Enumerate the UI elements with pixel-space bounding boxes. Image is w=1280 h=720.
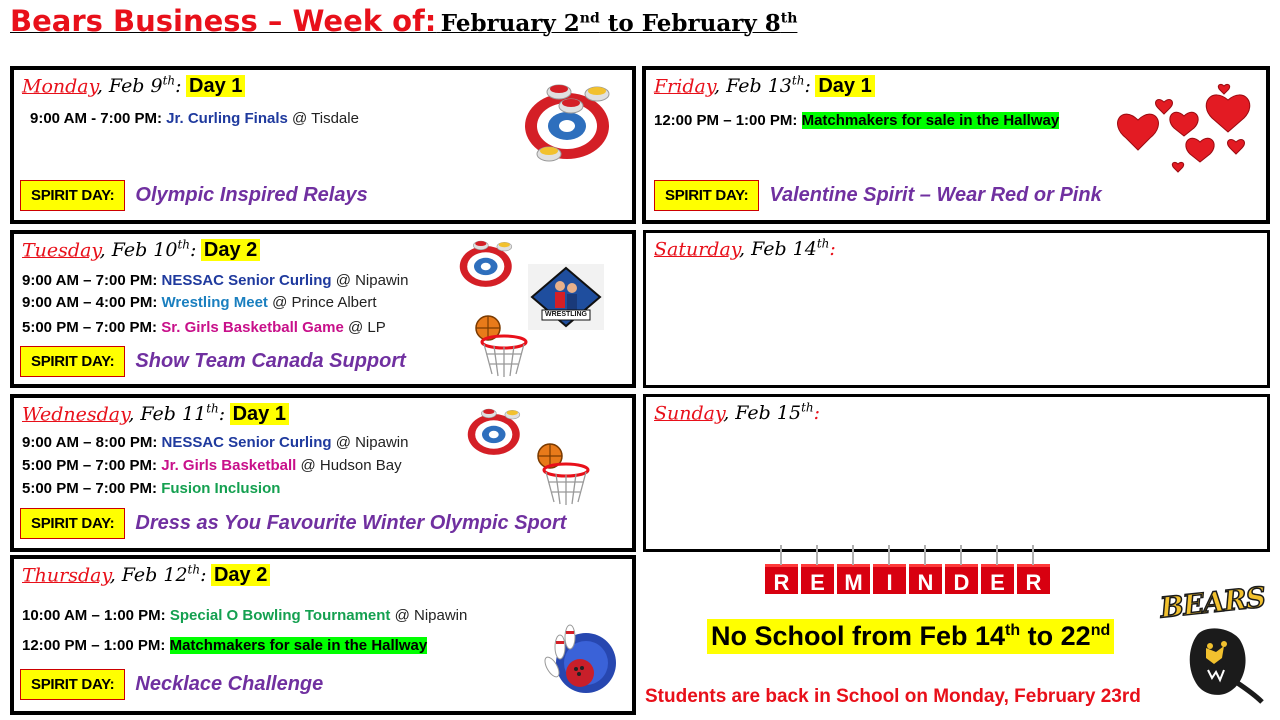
spirit-day-row <box>20 508 566 539</box>
event-title: Jr. Curling Finals <box>166 110 288 127</box>
day-name: Monday <box>22 75 97 98</box>
title-sup-b: th <box>780 10 798 27</box>
event-row <box>22 637 427 654</box>
day-colon: : <box>813 402 821 425</box>
spirit-day-text: Valentine Spirit – Wear Red or Pink <box>769 184 1102 206</box>
day-panel-wednesday <box>10 394 636 552</box>
event-location: @ Nipawin <box>394 607 468 624</box>
basketball-hoop-icon <box>532 440 594 508</box>
hearts-icon <box>1112 80 1252 178</box>
day-date-text: , Feb 15 <box>723 402 802 425</box>
event-time: 9:00 AM – 4:00 PM: <box>22 294 158 311</box>
day-header <box>654 237 836 260</box>
bears-logo <box>1158 580 1270 704</box>
event-time: 10:00 AM – 1:00 PM: <box>22 607 166 624</box>
no-school-end: to 22 <box>1020 621 1091 651</box>
event-row <box>22 480 280 497</box>
event-title: Special O Bowling Tournament <box>169 607 391 624</box>
day-date-text: , Feb 11 <box>128 403 207 426</box>
event-row <box>654 112 1059 129</box>
event-time: 5:00 PM – 7:00 PM: <box>22 457 158 474</box>
day-number-badge: Day 1 <box>186 75 245 97</box>
reminder-letter: R <box>1017 564 1050 594</box>
bowling-icon <box>542 623 622 699</box>
spirit-day-badge: SPIRIT DAY: <box>20 180 125 211</box>
spirit-day-badge: SPIRIT DAY: <box>20 508 125 539</box>
day-date-sup: th <box>162 74 176 88</box>
day-header <box>22 238 260 262</box>
event-row <box>22 294 377 311</box>
spirit-day-badge: SPIRIT DAY: <box>20 346 125 377</box>
event-location: @ Nipawin <box>335 434 409 451</box>
day-date <box>128 403 225 425</box>
day-date-sup: th <box>206 402 219 416</box>
day-header <box>654 401 820 424</box>
event-title: Wrestling Meet <box>161 294 268 311</box>
spirit-day-row <box>20 346 406 377</box>
event-title: Fusion Inclusion <box>161 480 281 497</box>
event-title: Matchmakers for sale in the Hallway <box>169 637 428 654</box>
no-school-start: No School from Feb 14 <box>711 621 1006 651</box>
day-date-sup: th <box>177 238 191 252</box>
day-panel-tuesday <box>10 230 636 388</box>
day-colon: : <box>200 564 207 587</box>
page-title <box>10 4 797 38</box>
bears-logo-text: BEARS <box>1158 580 1267 625</box>
reminder-letter: D <box>945 564 978 594</box>
title-range-start: February 2 <box>440 10 580 37</box>
day-date-text: , Feb 14 <box>739 238 817 261</box>
day-number-badge: Day 2 <box>211 564 270 586</box>
event-location: @ Nipawin <box>335 272 409 289</box>
spirit-day-badge: SPIRIT DAY: <box>20 669 125 700</box>
event-location: @ Prince Albert <box>272 294 377 311</box>
event-location: @ Hudson Bay <box>300 457 402 474</box>
reminder-letter: E <box>981 564 1014 594</box>
reminder-letter: I <box>873 564 906 594</box>
day-date-text: , Feb 10 <box>99 239 178 262</box>
day-header <box>22 563 270 587</box>
day-panel-monday <box>10 66 636 224</box>
spirit-day-text: Show Team Canada Support <box>135 350 406 372</box>
spirit-day-text: Necklace Challenge <box>135 673 324 695</box>
title-range <box>441 10 798 37</box>
title-sup-a: nd <box>579 10 600 27</box>
day-panel-sunday <box>643 394 1270 552</box>
event-time: 12:00 PM – 1:00 PM: <box>654 112 798 129</box>
no-school-sup-a: th <box>1005 622 1021 639</box>
day-date-sup: th <box>791 74 805 88</box>
spirit-day-row <box>20 180 368 211</box>
day-date <box>97 75 182 97</box>
day-panel-friday <box>642 66 1270 224</box>
day-name: Friday <box>654 75 715 98</box>
day-header <box>22 402 289 426</box>
event-title: Sr. Girls Basketball Game <box>161 319 344 336</box>
day-name: Thursday <box>22 564 110 587</box>
event-time: 5:00 PM – 7:00 PM: <box>22 480 158 497</box>
day-colon: : <box>190 239 197 262</box>
day-date-text: , Feb 12 <box>109 564 188 587</box>
day-date-text: , Feb 13 <box>714 75 792 98</box>
day-number-badge: Day 1 <box>230 403 289 425</box>
basketball-hoop-icon <box>470 312 532 380</box>
day-date-sup: th <box>801 401 814 415</box>
day-colon: : <box>175 75 182 98</box>
day-colon: : <box>829 238 836 261</box>
no-school-sup-b: nd <box>1090 622 1111 639</box>
title-prefix: Bears Business – Week of: <box>10 4 437 38</box>
reminder-letter: N <box>909 564 942 594</box>
no-school-notice <box>707 619 1114 654</box>
wrestling-icon <box>528 264 604 330</box>
spirit-day-text: Dress as You Favourite Winter Olympic Sport <box>135 512 567 534</box>
spirit-day-row <box>20 669 323 700</box>
reminder-sign <box>765 564 1053 594</box>
reminder-letter: M <box>837 564 870 594</box>
curling-icon <box>464 406 526 458</box>
spirit-day-row <box>654 180 1102 211</box>
day-date-text: , Feb 9 <box>96 75 163 98</box>
event-title: NESSAC Senior Curling <box>161 434 332 451</box>
day-name: Sunday <box>654 402 724 425</box>
event-time: 12:00 PM – 1:00 PM: <box>22 637 166 654</box>
curling-icon <box>456 238 518 290</box>
spirit-day-badge: SPIRIT DAY: <box>654 180 759 211</box>
event-time: 9:00 AM – 8:00 PM: <box>22 434 158 451</box>
event-row <box>22 319 386 336</box>
day-header <box>22 74 245 98</box>
reminder-letter: R <box>765 564 798 594</box>
curling-icon <box>519 80 619 164</box>
reminder-letter: E <box>801 564 834 594</box>
day-colon: : <box>218 403 226 426</box>
day-date-sup: th <box>187 563 201 577</box>
event-title: Jr. Girls Basketball <box>161 457 297 474</box>
day-date-sup: th <box>816 237 830 251</box>
day-date <box>110 564 207 586</box>
day-number-badge: Day 1 <box>815 75 874 97</box>
event-row <box>22 607 467 624</box>
day-date <box>714 75 811 97</box>
event-title: Matchmakers for sale in the Hallway <box>801 112 1060 129</box>
day-name: Tuesday <box>22 239 100 262</box>
event-time: 9:00 AM – 7:00 PM: <box>22 272 158 289</box>
day-panel-thursday <box>10 555 636 715</box>
day-name: Wednesday <box>22 403 129 426</box>
event-time: 9:00 AM - 7:00 PM: <box>30 110 162 127</box>
day-date <box>739 238 836 260</box>
day-colon: : <box>804 75 811 98</box>
event-time: 5:00 PM – 7:00 PM: <box>22 319 158 336</box>
event-row <box>22 457 402 474</box>
event-title: NESSAC Senior Curling <box>161 272 332 289</box>
event-row <box>22 272 408 289</box>
wrestling-label: WRESTLING <box>545 311 587 318</box>
title-range-end: to February 8 <box>599 10 781 37</box>
event-row <box>22 434 408 451</box>
event-location: @ LP <box>348 319 386 336</box>
day-name: Saturday <box>654 238 739 261</box>
day-date <box>723 402 820 424</box>
day-number-badge: Day 2 <box>201 239 260 261</box>
back-to-school-text: Students are back in School on Monday, February 23rd <box>645 686 1141 707</box>
day-header <box>654 74 875 98</box>
event-location: @ Tisdale <box>292 110 359 127</box>
event-row <box>30 110 359 127</box>
day-panel-saturday <box>643 230 1270 388</box>
day-date <box>100 239 197 261</box>
spirit-day-text: Olympic Inspired Relays <box>135 184 368 206</box>
